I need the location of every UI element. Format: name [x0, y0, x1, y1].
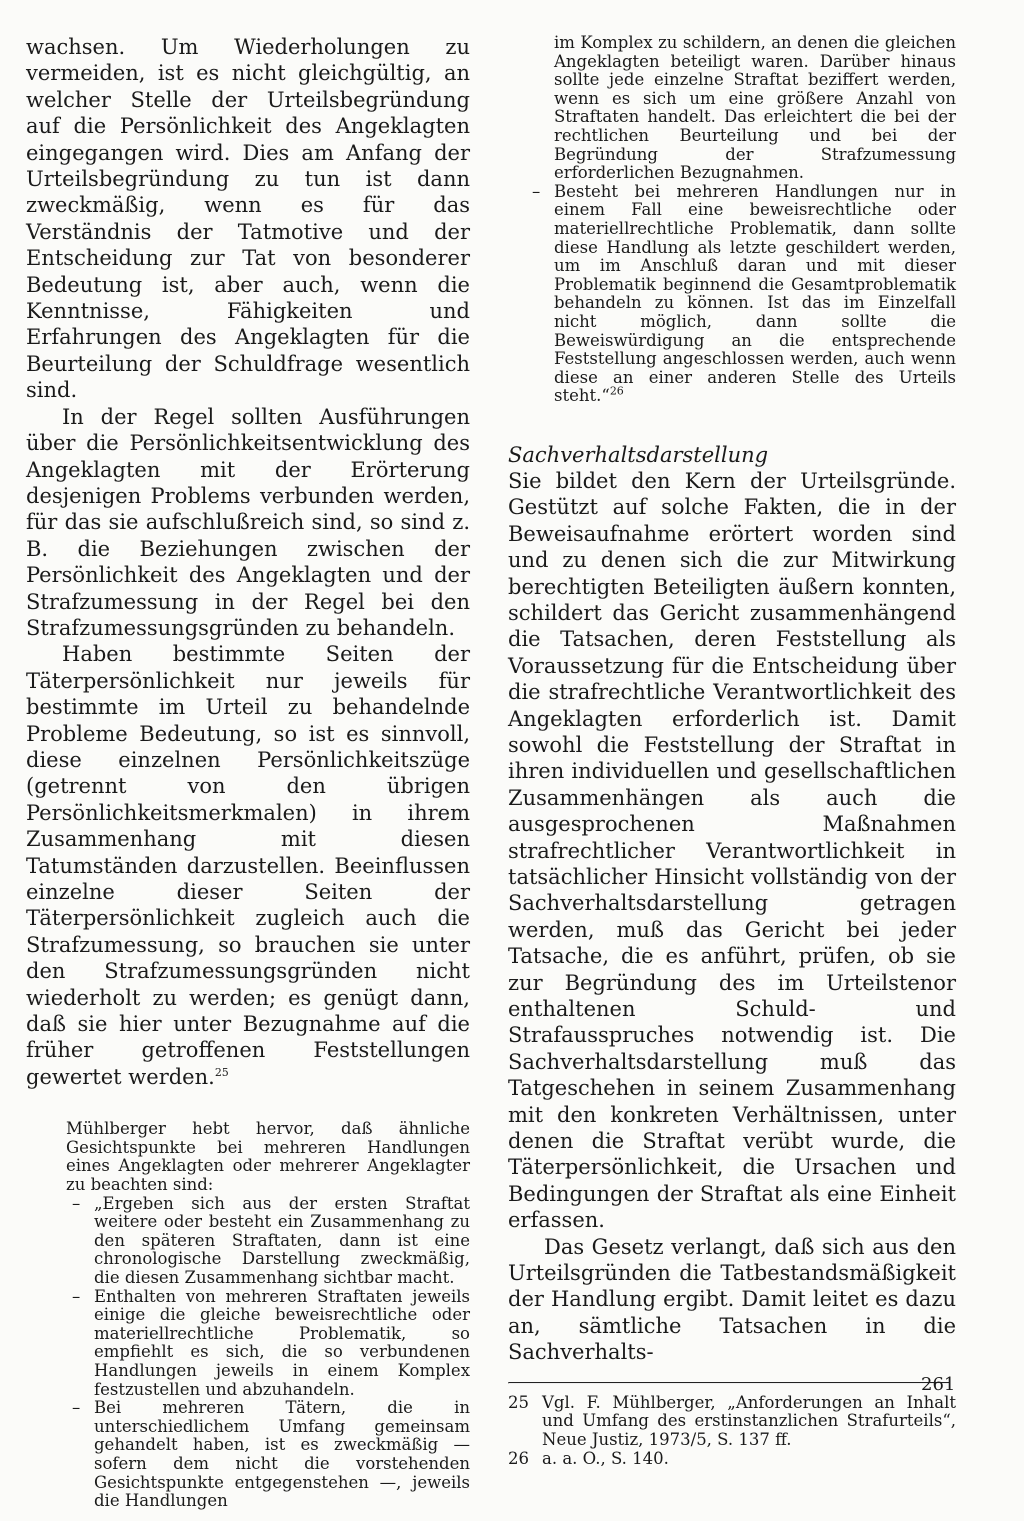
body-paragraph: In der Regel sollten Ausführungen über die Persönlichkeitsentwicklung des Angeklagten mit der Erörterung desjenigen Problems verbunden werden, für das sie aufschlußreich sind, so sind z. B. die Beziehungen zwischen der Persönlichkeit des Angeklagten und der Strafzumessung in der Regel bei den Strafzumessungsgründen zu behandeln.: [26, 404, 470, 640]
list-item: – „Ergeben sich aus der ersten Straftat weitere oder besteht ein Zusammenhang zu den späteren Straftaten, dann ist eine chronologische Darstellung zweckmäßig, die diesen Zusammenhang sichtbar macht.: [66, 1195, 470, 1288]
block-quote-continued: [508, 34, 956, 183]
quote-intro: Mühlberger hebt hervor, daß ähnliche Gesichtspunkte bei mehreren Handlungen eines Angeklagten oder mehrerer Angeklagter zu beachten sind:: [66, 1119, 470, 1195]
body-paragraph: Das Gesetz verlangt, daß sich aus den Urteilsgründen die Tatbestandsmäßigkeit der Handlung ergibt. Damit leitet es dazu an, sämtliche Tatsachen in die Sachverhalts-: [508, 1234, 956, 1365]
list-item: – Enthalten von mehreren Straftaten jeweils einige die gleiche beweisrechtliche oder materiellrechtliche Problematik, so empfiehlt es sich, die so verbundenen Handlungen jeweils in einem Komplex festzustellen und abzuhandeln.: [66, 1288, 470, 1400]
quote-list: [66, 1195, 470, 1511]
paragraph-text: Haben bestimmte Seiten der Täterpersönlichkeit nur jeweils für bestimmte im Urteil zu behandelnde Probleme Bedeutung, so ist es sinnvoll, diese einzelnen Persönlichkeitszüge (getrennt von den übrigen Persönlichkeitsmerkmalen) in ihrem Zusammenhang mit diesen Tatumständen darzustellen. Beeinflussen einzelne dieser Seiten der Täterpersönlichkeit zugleich auch die Strafzumessung, so brauchen sie unter den Strafzumessungsgründen nicht wiederholt zu werden; es genügt dann, daß sie hier unter Bezugnahme auf die früher getroffenen Feststellungen gewertet werden.: [26, 642, 470, 1089]
quote-continuation: im Komplex zu schildern, an denen die gleichen Angeklagten beteiligt waren. Darüber hinaus sollte jede einzelne Straftat beziffert werden, wenn es sich um eine größere Anzahl von Straftaten handelt. Das erleichtert die bei der rechtlichen Beurteilung und bei der Begründung der Strafzumessung erforderlichen Bezugnahmen.: [554, 33, 956, 183]
quote-list: [508, 183, 956, 406]
footnote-number: 25: [508, 1392, 529, 1412]
footnote-ref-25: 25: [214, 1065, 229, 1079]
body-paragraph: Sie bildet den Kern der Urteilsgründe. Gestützt auf solche Fakten, die in der Beweisaufnahme erörtert worden sind und zu denen sich die zur Mitwirkung berechtigten Beteiligten äußern konnten, schildert das Gericht zusammenhängend die Tatsachen, deren Feststellung als Voraussetzung für die Entscheidung über die strafrechtliche Verantwortlichkeit des Angeklagten erforderlich ist. Damit sowohl die Feststellung der Straftat in ihren individuellen und gesellschaftlichen Zusammenhängen als auch die ausgesprochenen Maßnahmen strafrechtlicher Verantwortlichkeit in tatsächlicher Hinsicht vollständig von der Sachverhaltsdarstellung getragen werden, muß das Gericht bei jeder Tatsache, die es anführt, prüfen, ob sie zur Begründung des im Urteilstenor enthaltenen Schuld- und Strafausspruches notwendig ist. Die Sachverhaltsdarstellung muß das Tatgeschehen in seinem Zusammenhang mit den konkreten Verhältnissen, unter denen die Straftat verübt wurde, die Täterpersönlichkeit, die Ursachen und Bedingungen der Straftat als eine Einheit erfassen.: [508, 468, 956, 1233]
right-column: [508, 34, 956, 1469]
block-quote: [26, 1120, 470, 1510]
footnote-text: Vgl. F. Mühlberger, „Anforderungen an Inhalt und Umfang des erstinstanzlichen Strafurteils“, Neue Justiz, 1973/5, S. 137 ff.: [542, 1392, 956, 1450]
footnotes: [508, 1394, 956, 1469]
page-number: 261: [921, 1374, 956, 1395]
body-paragraph: wachsen. Um Wiederholungen zu vermeiden, ist es nicht gleichgültig, an welcher Stelle der Urteilsbegründung auf die Persönlichkeit des Angeklagten eingegangen wird. Dies am Anfang der Urteilsbegründung zu tun ist dann zweckmäßig, wenn es für das Verständnis der Tatmotive und der Entscheidung zur Tat von besonderer Bedeutung ist, aber auch, wenn die Kenntnisse, Fähigkeiten und Erfahrungen des Angeklagten für die Beurteilung der Schuldfrage wesentlich sind.: [26, 35, 470, 403]
left-column: [26, 34, 470, 1511]
footnote-number: 26: [508, 1449, 529, 1469]
list-item: – Bei mehreren Tätern, die in unterschiedlichem Umfang gemeinsam gehandelt haben, ist es zweckmäßig — sofern dem nicht die vorstehenden Gesichtspunkte entgegenstehen —, jeweils die Handlungen: [66, 1399, 470, 1511]
footnote-25: [508, 1394, 956, 1450]
section-heading: Sachverhaltsdarstellung: [508, 442, 769, 467]
list-item: [526, 183, 956, 406]
body-paragraph: [26, 641, 470, 1090]
footnote-26: [508, 1450, 956, 1469]
footnote-divider: [508, 1382, 950, 1384]
footnote-text: a. a. O., S. 140.: [542, 1449, 669, 1469]
list-item-text: Besteht bei mehreren Handlungen nur in einem Fall eine beweisrechtliche oder materiellrechtliche Problematik, dann sollte diese Handlung als letzte geschildert werden, um im Anschluß daran und mit dieser Problematik beginnend die Gesamtproblematik behandeln zu können. Ist das im Einzelfall nicht möglich, dann sollte die Beweiswürdigung an die entsprechende Feststellung angeschlossen werden, auch wenn diese an einer anderen Stelle des Urteils steht.“: [554, 181, 956, 406]
footnote-ref-26: 26: [609, 384, 624, 398]
